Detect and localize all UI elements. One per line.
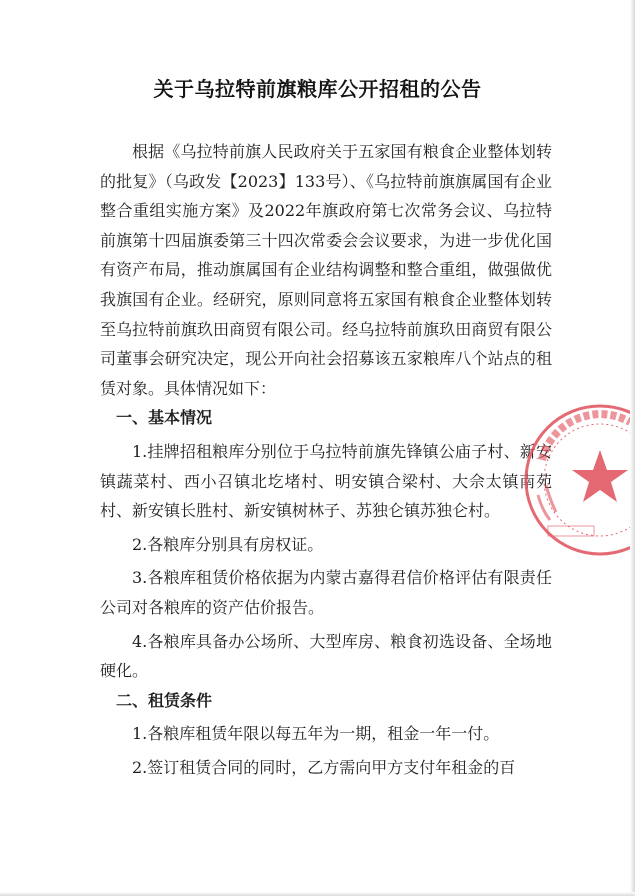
document-title: 关于乌拉特前旗粮库公开招租的公告: [153, 77, 482, 101]
seal-script-marks: [538, 485, 556, 520]
official-seal-stamp: [520, 400, 635, 560]
basic-info-item-3: 3.各粮库租赁价格依据为内蒙古嘉得君信价格评估有限责任公司对各粮库的资产估价报告。: [100, 568, 552, 617]
lease-terms-item-1: 1.各粮库租赁年限以每五年为一期，租金一年一付。: [132, 724, 500, 744]
basic-info-item-4: 4.各粮库具备办公场所、大型库房、粮食初选设备、全场地硬化。: [100, 631, 552, 681]
seal-star-icon: [572, 450, 628, 502]
section-heading-lease-terms: 二、租赁条件: [116, 690, 213, 710]
document-body: [100, 137, 552, 782]
page-edge-shadow-bottom: [0, 892, 635, 896]
lease-terms-item-2: 2.签订租赁合同的同时，乙方需向甲方支付年租金的百: [132, 757, 516, 777]
seal-outer-ring: [526, 406, 635, 554]
basic-info-item-1: 1.挂牌招租粮库分别位于乌拉特前旗先锋镇公庙子村、新安镇蔬菜村、西小召镇北圪堵村、明安镇合梁村、大佘太镇南苑村、新安镇长胜村、新安镇树林子、苏独仑镇苏独仑村。: [100, 441, 552, 521]
intro-paragraph: 根据《乌拉特前旗人民政府关于五家国有粮食企业整体划转的批复》（乌政发【2023】133号）、《乌拉特前旗旗属国有企业整合重组实施方案》及2022年旗政府第七次常务会议、乌拉特前旗第十四届旗委第三十四次常委会会议要求，为进一步优化国有资产布局，推动旗属国有企业结构调整和整合重组，做强做优我旗国有企业。经研究，原则同意将五家国有粮食企业整体划转至乌拉特前旗玖田商贸有限公司。经乌拉特前旗玖田商贸有限公司董事会研究决定，现公开向社会招募该五家粮库八个站点的租赁对象。具体情况如下：: [100, 142, 552, 398]
page-edge-shadow-right: [630, 0, 635, 896]
basic-info-item-2: 2.各粮库分别具有房权证。: [132, 534, 324, 554]
section-heading-basic-info: 一、基本情况: [116, 408, 213, 428]
